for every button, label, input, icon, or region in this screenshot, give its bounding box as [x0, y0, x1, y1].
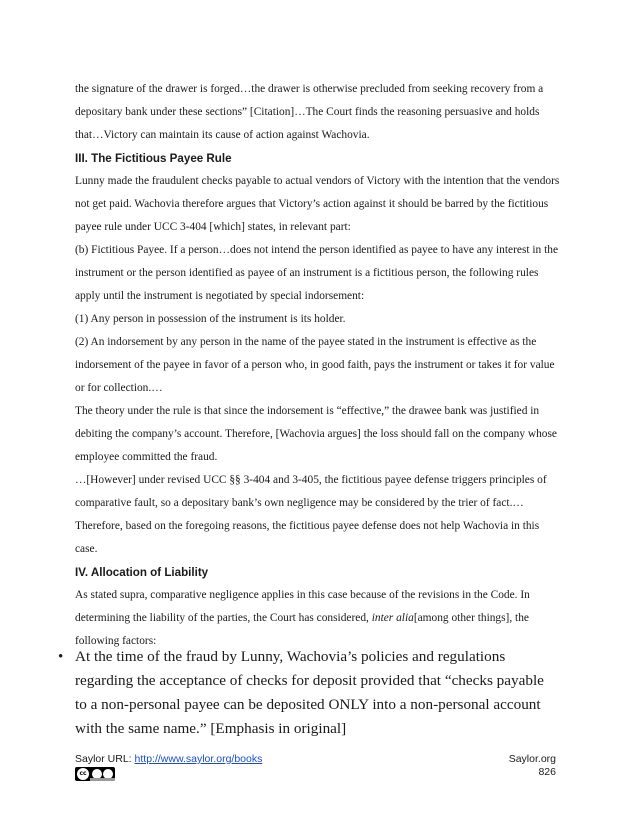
- paragraph-continuation: the signature of the drawer is forged…the drawer is otherwise precluded from seeking recovery from a depositary bank under these sections” [Citation]…The Court finds the reasoning persuasive and holds that…Victory can maintain its cause of action against Wachovia.: [75, 83, 544, 141]
- license-bar: [90, 778, 115, 781]
- factors-text-end: [among other things], the following factors:: [75, 612, 529, 647]
- footer-url-label: Saylor URL:: [75, 753, 135, 765]
- page-number: 826: [538, 766, 556, 778]
- saylor-books-link[interactable]: http://www.saylor.org/books: [134, 753, 263, 765]
- footer-page-info: [509, 753, 556, 779]
- paragraph-statute-1: (1) Any person in possession of the instrument is its holder.: [75, 313, 346, 325]
- inter-alia-italic: inter alia: [371, 612, 414, 624]
- footer-source: [75, 753, 262, 765]
- paragraph-theory: The theory under the rule is that since the indorsement is “effective,” the drawee bank was justified in debiting the company’s account. Therefore, [Wachovia argues] the loss should fall on the company whose employee committed the fraud.: [75, 405, 557, 463]
- footer-site-name: Saylor.org: [508, 753, 556, 765]
- factors-text-start: As stated supra, comparative negligence applies in this case because of the revisions in the Code. In determining the liability of the parties, the Court has considered,: [75, 589, 530, 624]
- bullet-text: At the time of the fraud by Lunny, Wachovia’s policies and regulations regarding the acceptance of checks for deposit provided that “checks payable to a non-personal payee can be deposited ONLY into a non-personal account with the same name.” [Emphasis in original]: [75, 648, 544, 737]
- paragraph-however: …[However] under revised UCC §§ 3-404 and 3-405, the fictitious payee defense triggers principles of comparative fault, so a depositary bank’s own negligence may be considered by the trier of fact.…Therefore, based on the foregoing reasons, the fictitious payee defense does not help Wachovia in this case.: [75, 474, 547, 555]
- heading-fictitious-payee-rule: III. The Fictitious Payee Rule: [75, 152, 232, 165]
- document-body: [75, 78, 561, 653]
- creative-commons-license-icon[interactable]: [75, 767, 115, 781]
- cc-logo-icon: cc: [77, 768, 89, 780]
- paragraph-statute-b: (b) Fictitious Payee. If a person…does not intend the person identified as payee to have any interest in the instrument or the person identified as payee of an instrument is a fictitious person, the following rules apply until the instrument is negotiated by special indorsement:: [75, 244, 559, 302]
- heading-allocation-of-liability: IV. Allocation of Liability: [75, 566, 209, 579]
- paragraph-lunny-fraud: Lunny made the fraudulent checks payable to actual vendors of Victory with the intention that the vendors not get paid. Wachovia therefore argues that Victory’s action against it should be barred by the fictitious payee rule under UCC 3-404 [which] states, in relevant part:: [75, 175, 560, 233]
- bullet-icon: •: [58, 649, 64, 665]
- paragraph-factors: [75, 584, 561, 653]
- paragraph-statute-2: (2) An indorsement by any person in the name of the payee stated in the instrument is effective as the indorsement of the payee in favor of a person who, in good faith, pays the instrument or takes it for value or for collection.…: [75, 336, 555, 394]
